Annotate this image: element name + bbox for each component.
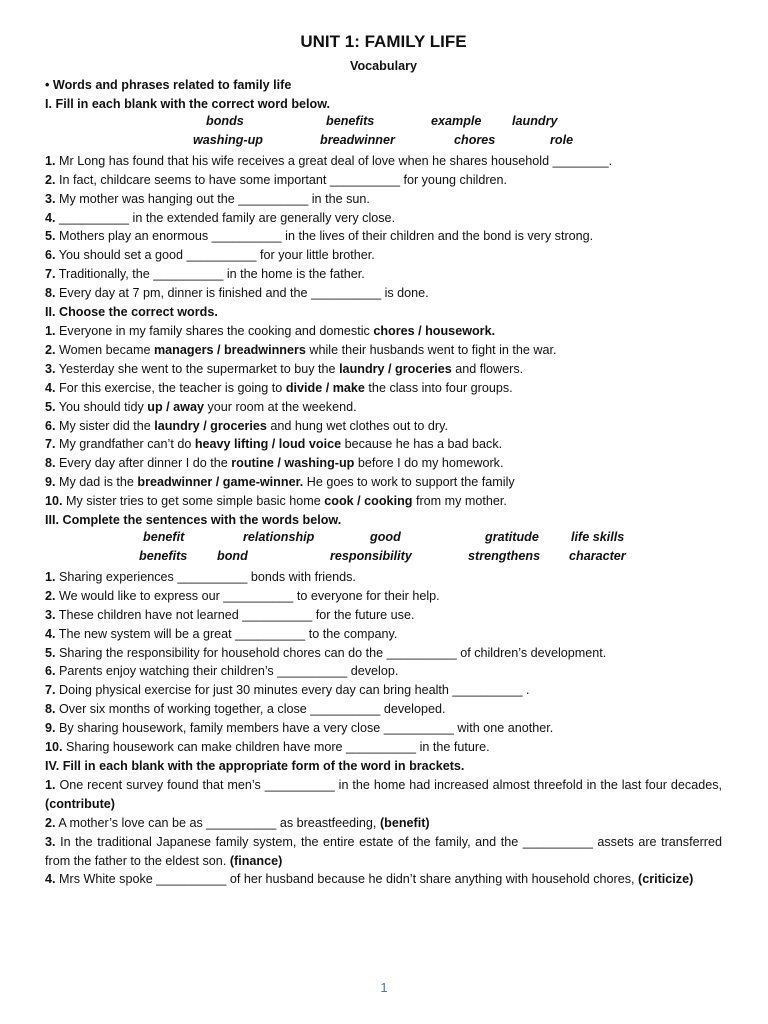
word-bank-item: responsibility <box>330 548 412 563</box>
exercise-item: 6. You should set a good __________ for your little brother. <box>45 248 375 263</box>
word-bank-item: strengthens <box>468 548 541 563</box>
word-bank-item: benefits <box>326 113 375 128</box>
exercise-item: 2. Women became managers / breadwinners while their husbands went to fight in the war. <box>45 342 557 357</box>
exercise-item: 1. One recent survey found that men’s __________ in the home had increased almost threefold in the last four decades, (contribute) <box>45 777 723 811</box>
choice-option: laundry / groceries <box>154 418 267 433</box>
choice-option: laundry / groceries <box>339 361 452 376</box>
word-hint: (criticize) <box>638 872 694 887</box>
exercise-item: 6. My sister did the laundry / groceries and hung wet clothes out to dry. <box>45 418 448 433</box>
choice-option: divide / make <box>285 380 365 395</box>
exercise-item: 4. Mrs White spoke __________ of her husband because he didn’t share anything with household chores, (criticize) <box>45 872 694 887</box>
choice-option: breadwinner / game-winner. <box>137 475 304 490</box>
choice-option: managers / breadwinners <box>153 342 306 357</box>
exercise-item: 1. Everyone in my family shares the cooking and domestic chores / housework. <box>45 323 496 338</box>
exercise-item: 10. Sharing housework can make children have more __________ in the future. <box>45 740 490 755</box>
exercise-item: 5. Mothers play an enormous __________ in the lives of their children and the bond is very strong. <box>45 229 594 244</box>
exercise-item: 4. __________ in the extended family are generally very close. <box>45 210 396 225</box>
exercise-item: 6. Parents enjoy watching their children’s __________ develop. <box>45 664 399 679</box>
exercise-item: 4. The new system will be a great __________ to the company. <box>45 626 398 641</box>
exercise-item: 3. Yesterday she went to the supermarket to buy the laundry / groceries and flowers. <box>45 361 524 376</box>
page-number: 1 <box>380 980 388 995</box>
choice-option: up / away <box>147 399 204 414</box>
exercise-item: 7. My grandfather can’t do heavy lifting / loud voice because he has a bad back. <box>45 437 503 452</box>
exercise-item: 1. Mr Long has found that his wife receives a great deal of love when he shares household ________. <box>45 153 613 168</box>
word-bank-row <box>45 114 722 133</box>
word-hint: (benefit) <box>379 815 430 830</box>
page-title: UNIT 1: FAMILY LIFE <box>300 32 467 51</box>
word-bank-item: bond <box>217 548 248 563</box>
word-bank-item: benefit <box>143 529 185 544</box>
choice-option: heavy lifting / loud voice <box>194 437 342 452</box>
topic-heading: • Words and phrases related to family life <box>45 78 292 92</box>
exercise-item: 7. Traditionally, the __________ in the home is the father. <box>45 267 365 282</box>
exercise-item: 2. In fact, childcare seems to have some important __________ for young children. <box>45 172 508 187</box>
choice-option: cook / cooking <box>324 494 413 509</box>
exercise-item: 8. Every day after dinner I do the routine / washing-up before I do my homework. <box>45 456 504 471</box>
word-bank-item: life skills <box>571 529 625 544</box>
exercise-item: 1. Sharing experiences __________ bonds with friends. <box>45 569 356 584</box>
exercise-item: 4. For this exercise, the teacher is going to divide / make the class into four groups. <box>45 380 513 395</box>
word-bank-item: washing-up <box>193 132 263 147</box>
exercise-item: 9. By sharing housework, family members have a very close __________ with one another. <box>45 721 554 736</box>
section4-heading: IV. Fill in each blank with the appropriate form of the word in brackets. <box>45 759 465 773</box>
exercise-item: 5. You should tidy up / away your room at the weekend. <box>45 399 357 414</box>
page-subtitle: Vocabulary <box>350 59 417 73</box>
word-bank-item: benefits <box>139 548 188 563</box>
word-bank-item: gratitude <box>485 529 539 544</box>
section3-heading: III. Complete the sentences with the words below. <box>45 513 342 528</box>
word-bank-row <box>45 530 722 549</box>
word-bank-item: breadwinner <box>320 132 395 147</box>
word-bank-item: chores <box>454 132 496 147</box>
word-bank-item: good <box>370 529 401 544</box>
exercise-item: 2. A mother’s love can be as __________ as breastfeeding, (benefit) <box>45 815 430 830</box>
word-hint: (contribute) <box>45 796 115 811</box>
choice-option: routine / washing-up <box>231 456 355 471</box>
word-bank-item: character <box>569 548 626 563</box>
exercise-item: 8. Over six months of working together, a close __________ developed. <box>45 702 446 717</box>
exercise-item: 9. My dad is the breadwinner / game-winner. He goes to work to support the family <box>45 475 515 490</box>
section1-heading: I. Fill in each blank with the correct word below. <box>45 96 331 111</box>
exercise-item: 3. These children have not learned __________ for the future use. <box>45 607 415 622</box>
exercise-item: 3. My mother was hanging out the __________ in the sun. <box>45 191 370 206</box>
word-hint: (finance) <box>229 853 283 868</box>
word-bank-item: bonds <box>206 113 244 128</box>
exercise-item: 5. Sharing the responsibility for household chores can do the __________ of children’s development. <box>45 645 607 660</box>
exercise-item: 10. My sister tries to get some simple basic home cook / cooking from my mother. <box>45 494 507 509</box>
word-bank-row <box>45 549 722 568</box>
exercise-item: 2. We would like to express our __________ to everyone for their help. <box>45 588 440 603</box>
section2-heading: II. Choose the correct words. <box>45 305 218 320</box>
worksheet-page <box>45 30 722 889</box>
choice-option: chores / housework. <box>373 323 496 338</box>
exercise-item: 7. Doing physical exercise for just 30 minutes every day can bring health __________ . <box>45 683 530 698</box>
word-bank-item: relationship <box>243 529 315 544</box>
word-bank-item: laundry <box>512 113 558 128</box>
word-bank-item: example <box>431 113 482 128</box>
word-bank-item: role <box>550 132 574 147</box>
exercise-item: 3. In the traditional Japanese family system, the entire estate of the family, and the __________ assets are transferred from the father to the eldest son. (finance) <box>45 834 723 868</box>
word-bank-row <box>45 133 722 152</box>
exercise-item: 8. Every day at 7 pm, dinner is finished and the __________ is done. <box>45 286 429 301</box>
